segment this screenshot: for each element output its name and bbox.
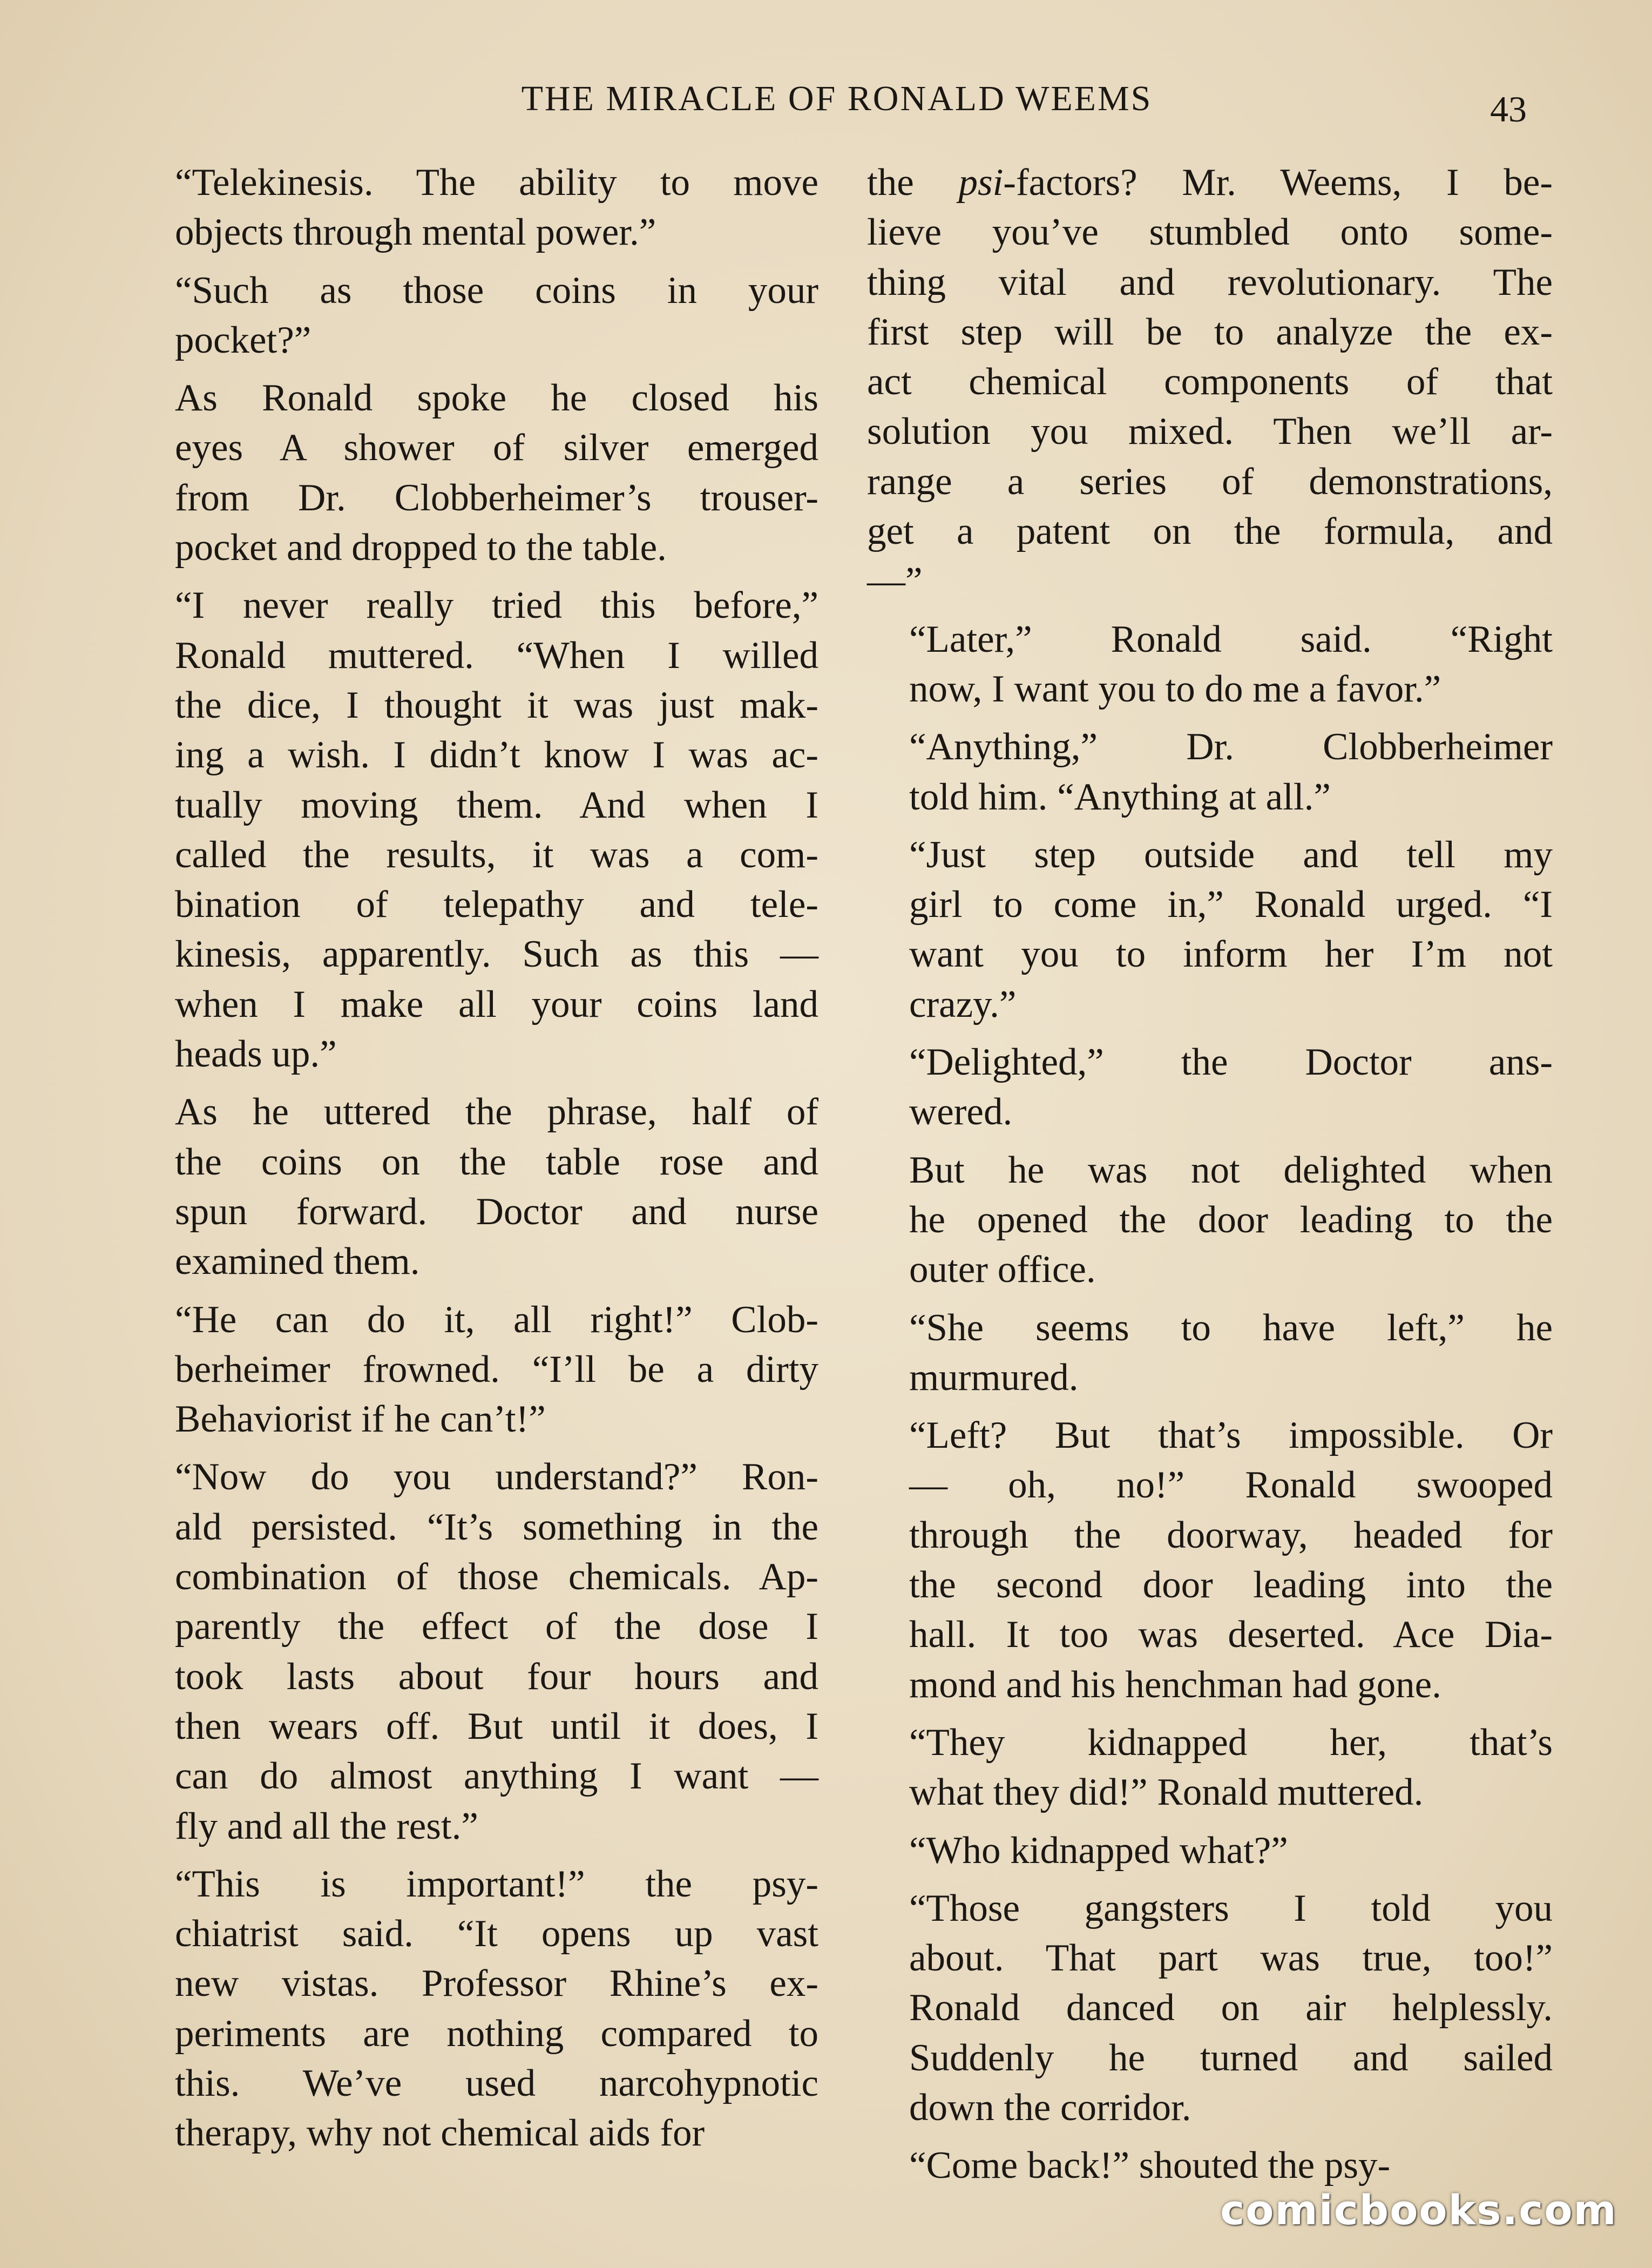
text-line: mond and his henchman had gone. [909,1663,1441,1706]
text-line: But he was not delighted when [909,1149,1553,1191]
text-line: — oh, no!” Ronald swooped [909,1464,1553,1507]
text-line: Ronald danced on air helplessly. [909,1987,1553,2029]
text-line: hall. It too was deserted. Ace Dia- [909,1614,1553,1656]
text-line: the dice, I thought it was just mak- [175,684,818,726]
text-line: “Who kidnapped what?” [909,1829,1288,1872]
text-line: want you to inform her I’m not [909,933,1553,976]
paragraph [133,1859,818,2158]
text-line: outer office. [909,1248,1096,1291]
page-number: 43 [1490,89,1527,130]
text-line: fly and all the rest.” [175,1805,478,1847]
text-line: “Those gangsters I told you [909,1887,1553,1929]
text-line: called the results, it was a com- [175,833,818,876]
text-line: “Come back!” shouted the psy- [909,2144,1391,2187]
paragraph [867,615,1553,714]
paragraph [867,1303,1553,1403]
text-line: solution you mixed. Then we’ll ar- [867,410,1553,453]
text-line: pocket?” [175,319,312,361]
text-line: from Dr. Clobberheimer’s trouser- [175,476,818,519]
text-line: murmured. [909,1356,1079,1399]
text-line: took lasts about four hours and [175,1655,818,1698]
text-line: the coins on the table rose and [175,1140,818,1183]
text-line: “Later,” Ronald said. “Right [909,618,1553,660]
paragraph [867,1826,1553,1875]
paragraph [867,722,1553,822]
text-line: “Just step outside and tell my [909,833,1553,876]
paragraph [133,373,818,572]
text-line: “Anything,” Dr. Clobberheimer [909,726,1553,768]
text-line: he opened the door leading to the [909,1198,1553,1241]
text-line: —” [867,560,923,603]
text-line: when I make all your coins land [175,983,818,1025]
text-line: what they did!” Ronald muttered. [909,1771,1424,1814]
text-line: through the doorway, headed for [909,1514,1553,1556]
left-text-column [133,158,818,2166]
paragraph [867,1037,1553,1137]
text-line: “Such as those coins in your [175,269,818,312]
text-line: berheimer frowned. “I’ll be a dirty [175,1348,818,1390]
text-line: periments are nothing compared to [175,2012,818,2055]
paragraph [867,158,1553,606]
running-title: THE MIRACLE OF RONALD WEEMS [521,79,1153,118]
text-line: wered. [909,1091,1013,1133]
site-watermark: comicbooks.com [1220,2186,1617,2234]
text-line: ing a wish. I didn’t know I was ac- [175,734,818,777]
text-line: get a patent on the formula, and [867,510,1553,553]
text-line: act chemical components of that [867,361,1553,403]
text-line: first step will be to analyze the ex- [867,310,1553,353]
text-line: crazy.” [909,983,1017,1025]
paragraph [133,580,818,1079]
text-line: “They kidnapped her, that’s [909,1721,1553,1764]
text-line: bination of telepathy and tele- [175,883,818,926]
text-line: objects through mental power.” [175,211,656,254]
paragraph [133,1087,818,1286]
text-line: As Ronald spoke he closed his [175,377,818,420]
text-line: ald persisted. “It’s something in the [175,1506,818,1548]
text-line: the psi-factors? Mr. Weems, I be- [867,161,1553,204]
text-line: heads up.” [175,1033,337,1076]
paragraph [133,1295,818,1444]
paragraph [133,158,818,258]
text-line: can do almost anything I want — [175,1755,818,1798]
text-line: “Left? But that’s impossible. Or [909,1414,1553,1457]
text-line: examined them. [175,1240,420,1283]
text-line: spun forward. Doctor and nurse [175,1190,818,1233]
paragraph [867,1884,1553,2132]
text-line: “This is important!” the psy- [175,1862,818,1905]
text-line: combination of those chemicals. Ap- [175,1556,818,1598]
text-line: pocket and dropped to the table. [175,526,667,569]
text-line: thing vital and revolutionary. The [867,261,1553,303]
text-line: this. We’ve used narcohypnotic [175,2062,818,2104]
text-line: now, I want you to do me a favor.” [909,667,1441,710]
text-line: down the corridor. [909,2086,1191,2129]
paragraph [867,1718,1553,1818]
text-line: lieve you’ve stumbled onto some- [867,211,1553,254]
text-line: kinesis, apparently. Such as this — [175,933,818,976]
right-text-column [867,158,1553,2199]
text-line: Behaviorist if he can’t!” [175,1398,546,1441]
text-line: Ronald muttered. “When I willed [175,634,818,677]
text-line: tually moving them. And when I [175,784,818,826]
paragraph [867,1410,1553,1710]
text-line: girl to come in,” Ronald urged. “I [909,883,1553,926]
text-line: parently the effect of the dose I [175,1605,818,1648]
text-line: “He can do it, all right!” Clob- [175,1298,818,1341]
paragraph [133,1452,818,1851]
text-line: range a series of demonstrations, [867,460,1553,503]
text-line: therapy, why not chemical aids for [175,2112,705,2155]
text-line: “She seems to have left,” he [909,1306,1553,1349]
text-line: eyes A shower of silver emerged [175,427,818,469]
text-line: the second door leading into the [909,1564,1553,1606]
text-line: then wears off. But until it does, I [175,1705,818,1747]
text-line: As he uttered the phrase, half of [175,1091,818,1133]
text-line: “Telekinesis. The ability to move [175,161,818,204]
text-line: chiatrist said. “It opens up vast [175,1913,818,1955]
paragraph [133,266,818,366]
text-line: “Now do you understand?” Ron- [175,1456,818,1498]
text-line: new vistas. Professor Rhine’s ex- [175,1962,818,2005]
text-line: told him. “Anything at all.” [909,775,1331,818]
paragraph [867,830,1553,1029]
text-line: “Delighted,” the Doctor ans- [909,1041,1553,1084]
text-line: Suddenly he turned and sailed [909,2036,1553,2079]
text-line: about. That part was true, too!” [909,1937,1553,1980]
paragraph [867,1145,1553,1295]
text-line: “I never really tried this before,” [175,584,818,627]
